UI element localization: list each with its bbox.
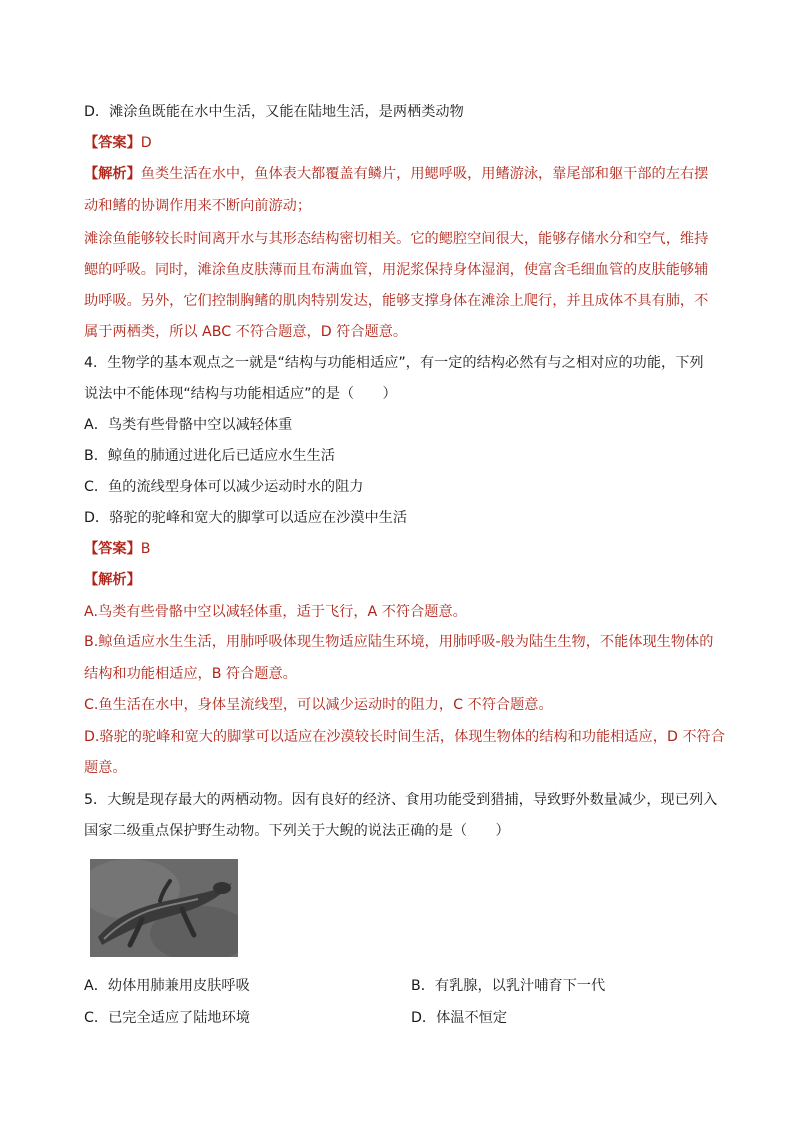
q4-analysis-line-1: A.鸟类有些骨骼中空以减轻体重，适于飞行，A 不符合题意。 — [84, 604, 467, 620]
q3-analysis-line-5: 助呼吸。另外，它们控制胸鳍的肌肉特别发达，能够支撑身体在滩涂上爬行，并且成体不具有肺，不 — [84, 293, 709, 309]
q4-analysis-heading — [84, 570, 141, 590]
q4-stem-line-2: 说法中不能体现“结构与功能相适应”的是（ ） — [84, 386, 397, 402]
q4-analysis-line-5: D.骆驼的驼峰和宽大的脚掌可以适应在沙漠较长时间生活，体现生物体的结构和功能相适应，D 不符合 — [84, 729, 725, 745]
q4-option-d: D．骆驼的驼峰和宽大的脚掌可以适应在沙漠中生活 — [84, 510, 408, 526]
q5-option-c: C．已完全适应了陆地环境 — [84, 1010, 250, 1026]
answer-label: 【答案】 — [84, 541, 141, 557]
analysis-label: 【解析】 — [84, 166, 141, 182]
q3-analysis-line-2: 动和鳍的协调作用来不断向前游动； — [84, 198, 312, 214]
q4-analysis-line-6: 题意。 — [84, 760, 127, 776]
q4-answer — [84, 539, 151, 559]
q3-analysis-line-4: 鳃的呼吸。同时，滩涂鱼皮肤薄而且布满血管，用泥浆保持身体湿润，使富含毛细血管的皮肤能够辅 — [84, 262, 709, 278]
q4-option-b: B．鲸鱼的肺通过进化后已适应水生生活 — [84, 448, 335, 464]
analysis-text: 鱼类生活在水中，鱼体表大都覆盖有鳞片，用鳃呼吸，用鳍游泳，靠尾部和躯干部的左右摆 — [140, 166, 709, 182]
q3-answer — [84, 133, 152, 153]
answer-value: D — [140, 135, 152, 151]
q4-option-a: A．鸟类有些骨骼中空以减轻体重 — [84, 417, 293, 433]
q3-option-d: D．滩涂鱼既能在水中生活，又能在陆地生活，是两栖类动物 — [84, 104, 464, 120]
q3-analysis-line-3: 滩涂鱼能够较长时间离开水与其形态结构密切相关。它的鳃腔空间很大，能够存储水分和空气，维持 — [84, 231, 709, 247]
q5-stem-line-2: 国家二级重点保护野生动物。下列关于大鲵的说法正确的是（ ） — [84, 823, 510, 839]
answer-label: 【答案】 — [84, 135, 141, 151]
answer-value: B — [140, 541, 151, 557]
q4-analysis-line-2: B.鲸鱼适应水生生活，用肺呼吸体现生物适应陆生环境，用肺呼吸-般为陆生生物，不能体现生物体的 — [84, 634, 714, 650]
salamander-illustration — [90, 859, 238, 957]
q5-stem-line-1: 5．大鲵是现存最大的两栖动物。因有良好的经济、食用功能受到猎捕，导致野外数量减少，现已列入 — [84, 792, 718, 808]
q5-option-d: D．体温不恒定 — [411, 1010, 508, 1026]
q3-analysis-line-1 — [84, 164, 708, 184]
q3-analysis-line-6: 属于两栖类，所以 ABC 不符合题意，D 符合题意。 — [84, 324, 408, 340]
q5-option-a: A．幼体用肺兼用皮肤呼吸 — [84, 978, 250, 994]
giant-salamander-photo — [90, 859, 238, 957]
q4-option-c: C．鱼的流线型身体可以减少运动时水的阻力 — [84, 479, 364, 495]
q4-stem-line-1: 4．生物学的基本观点之一就是“结构与功能相适应”，有一定的结构必然有与之相对应的功能，下列 — [84, 355, 704, 371]
q5-option-b: B．有乳腺，以乳汁哺育下一代 — [411, 978, 606, 994]
q4-analysis-line-4: C.鱼生活在水中，身体呈流线型，可以减少运动时的阻力，C 不符合题意。 — [84, 697, 553, 713]
analysis-label: 【解析】 — [84, 572, 141, 588]
q4-analysis-line-3: 结构和功能相适应，B 符合题意。 — [84, 666, 297, 682]
